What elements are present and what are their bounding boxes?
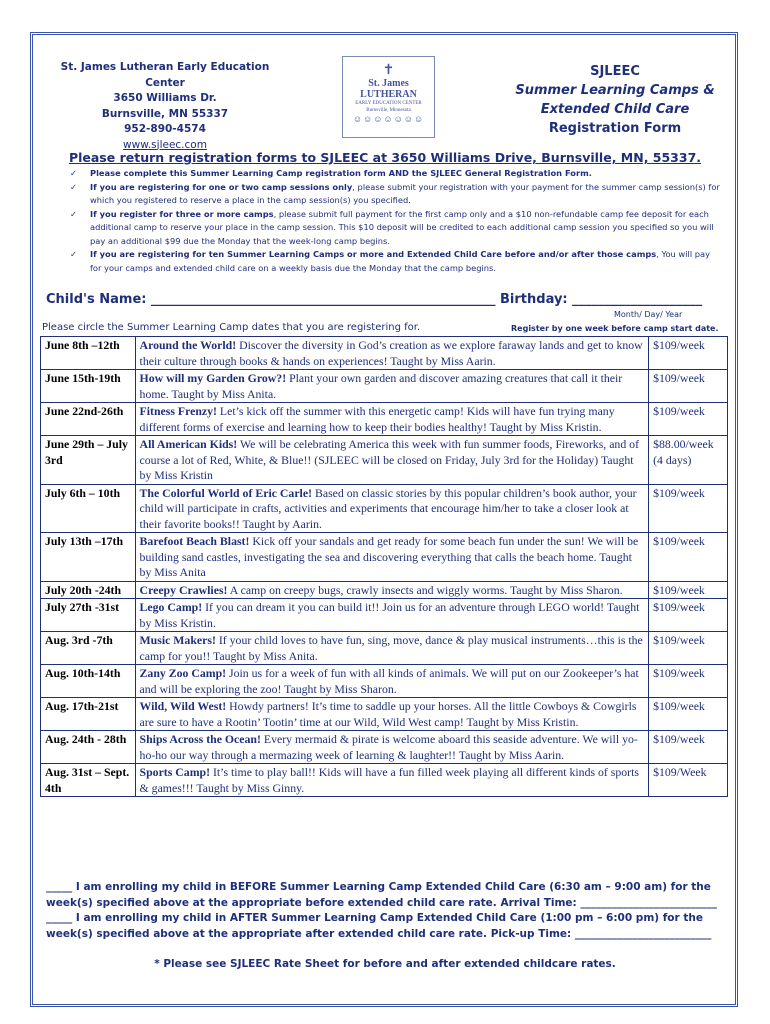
camp-price: $109/week — [649, 337, 728, 370]
camp-date[interactable]: June 22nd-26th — [41, 403, 136, 436]
camp-description — [135, 764, 649, 797]
camp-title: All American Kids! — [139, 437, 238, 451]
camp-price: $109/week — [649, 533, 728, 582]
title-line-3: Extended Child Care — [540, 102, 690, 117]
camp-details: Kick off your sandals and get ready for some beach fun under the sun! We will be building sand castles, investigating the sea and discovering everything that calls the beach home. Taught by Miss Anita — [139, 534, 639, 579]
camp-price: $109/week — [649, 698, 728, 731]
camp-date[interactable]: Aug. 24th - 28th — [41, 731, 136, 764]
camp-details: It’s time to play ball!! Kids will have a fun filled week playing all different kinds of sports & games!!! Taught by Miss Ginny. — [139, 765, 639, 795]
instruction-list — [70, 167, 720, 275]
logo-name: St. James LUTHERAN — [360, 78, 417, 100]
camp-row[interactable] — [41, 533, 728, 582]
camp-price: $109/week — [649, 632, 728, 665]
camp-title: Sports Camp! — [139, 765, 211, 779]
camp-description — [135, 632, 649, 665]
camp-description — [135, 337, 649, 370]
camp-price: $109/week — [649, 370, 728, 403]
camp-title: The Colorful World of Eric Carle! — [139, 485, 313, 500]
camp-row[interactable] — [41, 370, 728, 403]
camp-row[interactable] — [41, 665, 728, 698]
camp-description — [135, 581, 649, 599]
instruction-item: ✓ If you are registering for one or two camp sessions only, please submit your registration with your payment for the summer camp session(s) for which you registered to reserve a place in the camp session(s) you specified. — [70, 181, 720, 205]
camp-description — [135, 599, 649, 632]
camp-date[interactable]: July 6th – 10th — [41, 484, 136, 533]
camp-row[interactable] — [41, 436, 728, 485]
camp-date[interactable]: June 15th-19th — [41, 370, 136, 403]
camp-date[interactable]: June 8th –12th — [41, 337, 136, 370]
camp-details: Let’s kick off the summer with this energetic camp! Kids will have fun trying many different forms of exercise and learning how to keep their bodies healthy! Taught by Miss Kristin. — [139, 404, 615, 434]
camp-details: Based on classic stories by this popular children’s book author, your child will participate in crafts, activities and experiments that encourage him/her to take a closer look at their favorite books!! Taught by Aarin. — [139, 485, 637, 531]
camp-title: Barefoot Beach Blast! — [139, 534, 250, 548]
instruction-item: ✓ Please complete this Summer Learning Camp registration form AND the SJLEEC General Registration Form. — [70, 167, 720, 181]
camp-row[interactable] — [41, 484, 728, 533]
camp-price: $109/week — [649, 581, 728, 599]
camp-details: Plant your own garden and discover amazing creatures that call it their home. Taught by Miss Anita. — [139, 371, 623, 401]
checkmark-icon: ✓ — [70, 249, 77, 259]
camp-details: Every mermaid & pirate is welcome aboard this seaside adventure. We will yo-ho-ho our way through a mermazing week of learning & laughter!! Taught by Miss Aarin. — [139, 732, 638, 762]
camp-date[interactable]: June 29th – July 3rd — [41, 436, 136, 485]
before-care-arrival-line[interactable]: week(s) specified above at the appropriate before extended child care rate. Arrival Time: __________________________ — [46, 896, 717, 909]
camp-title: Zany Zoo Camp! — [139, 666, 227, 680]
camp-details: We will be celebrating America this week with fun summer foods, Fireworks, and of course a lot of Red, White, & Blue!! (SJLEEC will be closed on Friday, July 3rd for the Holiday) Taught by Miss Kristin — [139, 437, 639, 482]
cross-icon: ✝ — [382, 63, 395, 78]
camp-details: A camp on creepy bugs, crawly insects and wiggly worms. Taught by Miss Sharon. — [227, 582, 623, 597]
org-street: 3650 Williams Dr. — [113, 92, 217, 104]
camp-row[interactable] — [41, 337, 728, 370]
camp-price: $109/Week — [649, 764, 728, 797]
checkmark-icon: ✓ — [70, 181, 77, 192]
camp-date[interactable]: July 27th -31st — [41, 599, 136, 632]
camp-row[interactable] — [41, 599, 728, 632]
camp-date[interactable]: July 20th -24th — [41, 581, 136, 599]
camp-description — [135, 403, 649, 436]
child-name-birthday-field[interactable]: Child's Name: _____________________________________________________ Birthday: ____________________ — [46, 292, 703, 307]
camp-details: If your child loves to have fun, sing, move, dance & play musical instruments…this is the camp for you!! Taught by Miss Anita. — [139, 633, 643, 663]
camp-date[interactable]: Aug. 17th-21st — [41, 698, 136, 731]
children-figures-icon: ☺☺☺☺☺☺☺ — [352, 114, 425, 124]
camp-description — [135, 484, 649, 533]
checkmark-icon: ✓ — [70, 168, 77, 178]
camp-title: Ships Across the Ocean! — [139, 732, 261, 746]
logo-city: Burnsville, Minnesota — [366, 108, 411, 113]
camp-description — [135, 533, 649, 582]
rate-sheet-note: * Please see SJLEEC Rate Sheet for before and after extended childcare rates. — [154, 958, 616, 970]
camp-price: $109/week — [649, 403, 728, 436]
checkmark-icon: ✓ — [70, 208, 77, 219]
school-logo — [342, 56, 435, 138]
org-website-link[interactable]: www.sjleec.com — [123, 138, 207, 151]
camp-row[interactable] — [41, 632, 728, 665]
camp-title: Music Makers! — [139, 633, 216, 647]
camp-schedule-table — [40, 336, 728, 797]
camp-date[interactable]: Aug. 3rd -7th — [41, 632, 136, 665]
camp-date[interactable]: Aug. 31st – Sept. 4th — [41, 764, 136, 797]
camp-description — [135, 698, 649, 731]
after-care-pickup-line[interactable]: week(s) specified above at the appropriate after extended child care rate. Pick-up Time: __________________________ — [46, 927, 712, 940]
birthday-format-hint: Month/ Day/ Year — [614, 310, 683, 319]
instruction-item: ✓ If you are registering for ten Summer Learning Camps or more and Extended Child Care before and/or after those camps, You will pay for your camps and extended child care on a weekly basis due the Monday that the camp begins. — [70, 249, 711, 273]
form-title — [510, 62, 720, 138]
camp-title: Fitness Frenzy! — [139, 404, 217, 418]
camp-title: How will my Garden Grow?! — [139, 371, 287, 385]
camp-description — [135, 731, 649, 764]
camp-row[interactable] — [41, 403, 728, 436]
org-phone: 952-890-4574 — [124, 123, 206, 135]
camp-details: Join us for a week of fun with all kinds of animals. We will put on our Zookeeper’s hat and will be exploring the zoo! Taught by Miss Sharon. — [139, 666, 639, 696]
return-instructions: Please return registration forms to SJLEEC at 3650 Williams Drive, Burnsville, MN, 55337. — [68, 150, 702, 165]
camp-date[interactable]: July 13th –17th — [41, 533, 136, 582]
camp-row[interactable] — [41, 698, 728, 731]
camp-title: Lego Camp! — [139, 600, 203, 614]
title-line-4: Registration Form — [548, 121, 682, 136]
register-deadline-note: Register by one week before camp start date. — [511, 324, 719, 333]
camp-price: $109/week — [649, 665, 728, 698]
camp-title: Creepy Crawlies! — [139, 582, 228, 597]
camp-date[interactable]: Aug. 10th-14th — [41, 665, 136, 698]
after-care-line[interactable]: _____ I am enrolling my child in AFTER Summer Learning Camp Extended Child Care (1:00 pm – 6:00 pm) for the — [46, 912, 703, 924]
camp-details: Discover the diversity in God’s creation as we explore faraway lands and get to know their culture through books & hands on experiences! Taught by Miss Aarin. — [139, 338, 643, 368]
camp-price: $88.00/week (4 days) — [649, 436, 728, 485]
camp-description — [135, 665, 649, 698]
title-line-2: Summer Learning Camps & — [515, 83, 715, 98]
camp-row[interactable] — [41, 764, 728, 797]
logo-subtitle: EARLY EDUCATION CENTER — [355, 101, 422, 106]
circle-dates-instruction: Please circle the Summer Learning Camp dates that you are registering for. — [42, 322, 421, 333]
camp-description — [135, 436, 649, 485]
camp-details: If you can dream it you can build it!! Join us for an adventure through LEGO world! Taught by Miss Kristin. — [139, 600, 640, 630]
instruction-item: ✓ If you register for three or more camps, please submit full payment for the first camp only and a $10 non-refundable camp fee deposit for each additional camp to reserve your place in the camp session. This $10 deposit will be credited to each additional camp session you specified so you will pay an additional $99 due the Monday that the week-long camp begins. — [70, 208, 714, 246]
camp-price: $109/week — [649, 599, 728, 632]
camp-row[interactable] — [41, 581, 728, 599]
camp-title: Wild, Wild West! — [139, 699, 227, 713]
camp-price: $109/week — [649, 731, 728, 764]
camp-description — [135, 370, 649, 403]
extended-care-section — [46, 880, 726, 942]
camp-price: $109/week — [649, 484, 728, 533]
camp-title: Around the World! — [139, 338, 237, 352]
camp-row[interactable] — [41, 731, 728, 764]
org-name-line-1: St. James Lutheran Early Education — [60, 61, 270, 73]
org-address — [50, 60, 280, 153]
org-name-line-2: Center — [145, 76, 185, 89]
title-line-1: SJLEEC — [590, 64, 640, 79]
camp-details: Howdy partners! It’s time to saddle up your horses. All the little Cowboys & Cowgirls are sure to have a Rootin’ Tootin’ time at our Wild, Wild West camp! Taught by Miss Kristin. — [139, 699, 637, 729]
before-care-line[interactable]: _____ I am enrolling my child in BEFORE Summer Learning Camp Extended Child Care (6:30 am – 9:00 am) for the — [46, 881, 711, 893]
org-city: Burnsville, MN 55337 — [101, 107, 229, 120]
